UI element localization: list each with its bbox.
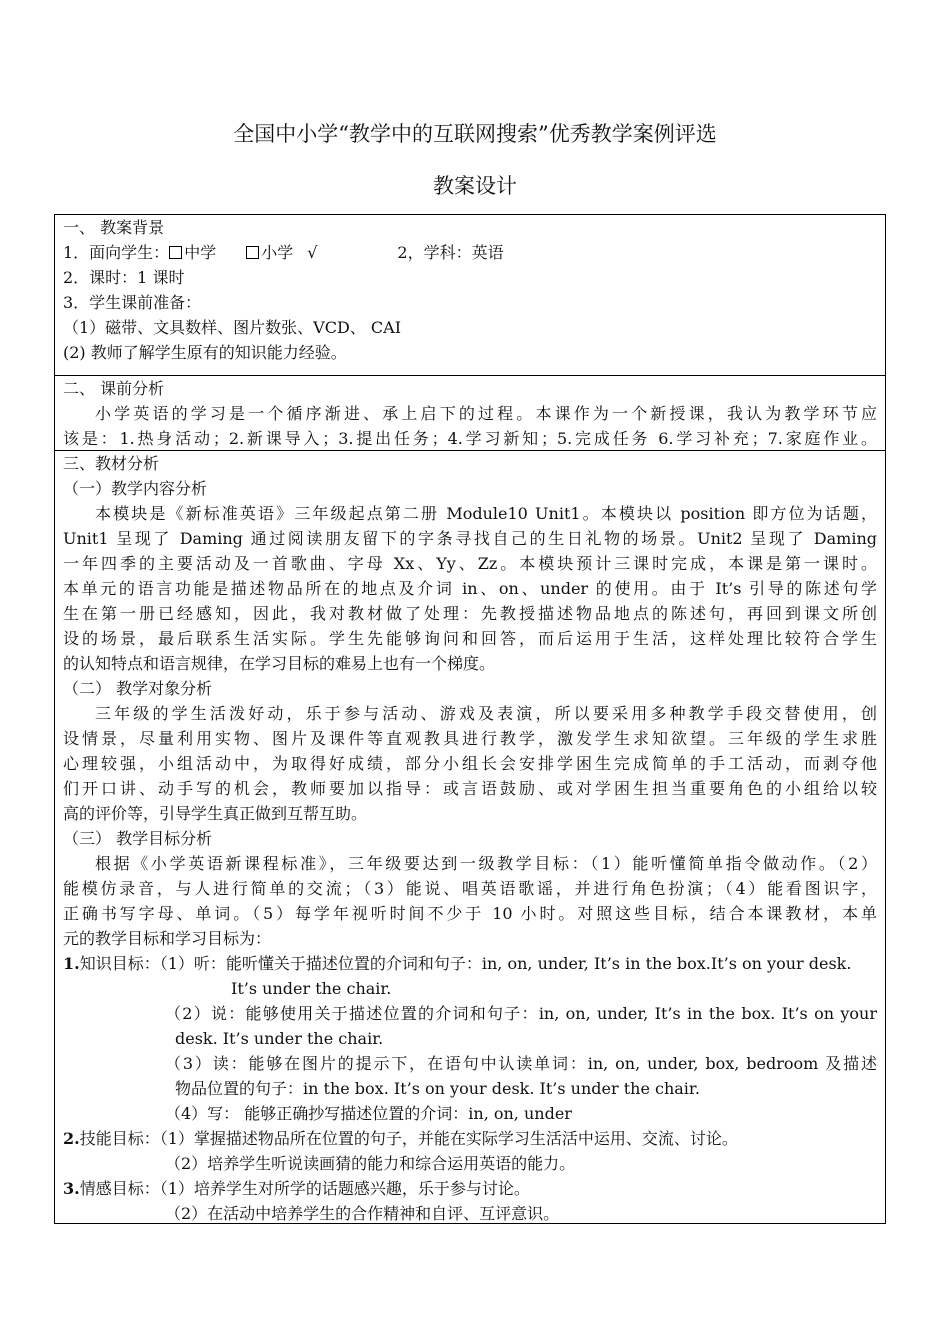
paragraph-line: 们开口讲、动手写的机会，教师要加以指导：或言语鼓励、或对学困生担当重要角色的小组给以较 bbox=[63, 779, 877, 798]
student-prep-item: （1）磁带、文具数样、图片数张、VCD、 CAI bbox=[63, 318, 402, 337]
subsection-heading: （二） 教学对象分析 bbox=[63, 679, 213, 698]
paragraph-line: 小学英语的学习是一个循序渐进、承上启下的过程。本课作为一个新授课，我认为教学环节应 bbox=[95, 404, 877, 423]
page-subtitle: 教案设计 bbox=[433, 174, 517, 198]
paragraph-line: 设情景，尽量利用实物、图片及课件等直观教具进行教学，激发学生求知欲望。三年级的学生求胜 bbox=[63, 729, 877, 748]
section-pre-analysis bbox=[54, 376, 886, 451]
goal-number: 3. bbox=[63, 1179, 80, 1198]
paragraph-line: Unit1 呈现了 Daming 通过阅读朋友留下的字条寻找自己的生日礼物的场景。Unit2 呈现了 Daming bbox=[63, 529, 877, 548]
checkbox-middle-school bbox=[169, 246, 182, 259]
checkbox-primary-school bbox=[246, 246, 259, 259]
section-heading: 一、 教案背景 bbox=[63, 218, 165, 237]
paragraph-line: 正确书写字母、单词。（5）每学年视听时间不少于 10 小时。对照这些目标，结合本课教材，本单 bbox=[63, 904, 877, 923]
knowledge-goal-line bbox=[63, 951, 877, 976]
skill-goal-line bbox=[63, 1126, 877, 1151]
page-title: 全国中小学“教学中的互联网搜索”优秀教学案例评选 bbox=[233, 122, 717, 146]
subsection-heading: （一）教学内容分析 bbox=[63, 479, 208, 498]
section-material-analysis bbox=[54, 451, 886, 1224]
section-background bbox=[54, 214, 886, 376]
paragraph-line: 的认知特点和语言规律，在学习目标的难易上也有一个梯度。 bbox=[63, 654, 496, 673]
option-middle-school: 中学 bbox=[184, 243, 217, 262]
goal-line: （2）在活动中培养学生的合作精神和自评、互评意识。 bbox=[165, 1204, 560, 1223]
paragraph-line: 心理较强，小组活动中，为取得好成绩，部分小组长会安排学困生完成简单的手工活动，而剥夺他 bbox=[63, 754, 877, 773]
paragraph-line: 该是：1.热身活动；2.新课导入；3.提出任务；4.学习新知；5.完成任务 6.学习补充；7.家庭作业。 bbox=[63, 429, 877, 448]
paragraph-line: 三年级的学生活泼好动，乐于参与活动、游戏及表演，所以要采用多种教学手段交替使用，创 bbox=[95, 704, 877, 723]
goal-line: It’s under the chair. bbox=[231, 979, 392, 998]
check-mark-icon: √ bbox=[307, 243, 318, 262]
paragraph-line: 能模仿录音，与人进行简单的交流；（3）能说、唱英语歌谣，并进行角色扮演；（4）能看图识字， bbox=[63, 879, 877, 898]
option-primary-school: 小学 bbox=[261, 243, 294, 262]
section-heading: 二、 课前分析 bbox=[63, 379, 165, 398]
emotion-goal-text: 情感目标：（1）培养学生对所学的话题感兴趣，乐于参与讨论。 bbox=[79, 1179, 530, 1198]
class-hours: 2．课时：1 课时 bbox=[63, 268, 185, 287]
target-students-line bbox=[63, 240, 877, 265]
goal-number: 1. bbox=[63, 954, 80, 973]
paragraph-line: 设的场景，最后联系生活实际。学生先能够询问和回答，而后运用于生活，这样处理比较符合学生 bbox=[63, 629, 877, 648]
goal-line: （3）读：能够在图片的提示下，在语句中认读单词：in, on, under, box, bedroom 及描述 bbox=[165, 1054, 877, 1073]
skill-goal-text: 技能目标：（1）掌握描述物品所在位置的句子，并能在实际学习生活活中运用、交流、讨论。 bbox=[79, 1129, 738, 1148]
paragraph-line: 元的教学目标和学习目标为： bbox=[63, 929, 272, 948]
goal-number: 2. bbox=[63, 1129, 80, 1148]
student-prep-heading: 3．学生课前准备： bbox=[63, 293, 202, 312]
paragraph-line: 一年四季的主要活动及一首歌曲、字母 Xx、Yy、Zz。本模块预计三课时完成，本课是第一课时。 bbox=[63, 554, 877, 573]
target-students-label: 1．面向学生： bbox=[63, 243, 170, 262]
subsection-heading: （三） 教学目标分析 bbox=[63, 829, 213, 848]
knowledge-goal-text: 知识目标：（1）听：能听懂关于描述位置的介词和句子：in, on, under, It’s in the box.It’s on your desk. bbox=[79, 954, 852, 973]
paragraph-line: 高的评价等，引导学生真正做到互帮互助。 bbox=[63, 804, 368, 823]
student-prep-item: (2) 教师了解学生原有的知识能力经验。 bbox=[63, 343, 347, 362]
paragraph-line: 本单元的语言功能是描述物品所在的地点及介词 in、on、under 的使用。由于 It’s 引导的陈述句学 bbox=[63, 579, 877, 598]
goal-line: （2）培养学生听说读画猜的能力和综合运用英语的能力。 bbox=[165, 1154, 576, 1173]
goal-line: desk. It’s under the chair. bbox=[175, 1029, 384, 1048]
paragraph-line: 生在第一册已经感知，因此，我对教材做了处理：先教授描述物品地点的陈述句，再回到课文所创 bbox=[63, 604, 877, 623]
goal-line: （4）写： 能够正确抄写描述位置的介词：in, on, under bbox=[165, 1104, 572, 1123]
paragraph-line: 根据《小学英语新课程标准》，三年级要达到一级教学目标：（1）能听懂简单指令做动作。（2） bbox=[95, 854, 877, 873]
paragraph-line: 本模块是《新标准英语》三年级起点第二册 Module10 Unit1。本模块以 position 即方位为话题， bbox=[95, 504, 877, 523]
emotion-goal-line bbox=[63, 1176, 877, 1201]
subject-text: 2，学科：英语 bbox=[397, 243, 504, 262]
goal-line: 物品位置的句子：in the box. It’s on your desk. It’s under the chair. bbox=[175, 1079, 700, 1098]
section-heading: 三、教材分析 bbox=[63, 454, 160, 473]
goal-line: （2）说：能够使用关于描述位置的介词和句子：in, on, under, It’s in the box. It’s on your bbox=[165, 1004, 877, 1023]
